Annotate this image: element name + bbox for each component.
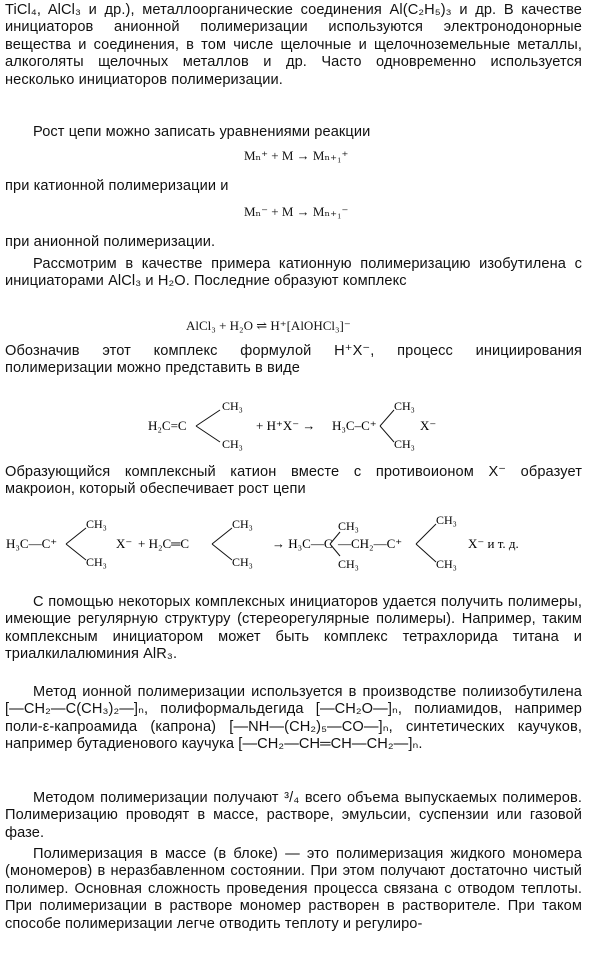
product-end: X⁻ и т. д.	[468, 536, 519, 551]
product-methyl-bottom: CH₃	[394, 437, 415, 451]
equation-anionic-growth: Mₙ⁻ + M → Mₙ₊₁⁻	[244, 204, 349, 219]
paragraph-chain-growth: Рост цепи можно записать уравнениями реакции	[33, 124, 371, 140]
equation-propagation	[4, 512, 588, 578]
initiation-plus: + H⁺X⁻ →	[256, 418, 316, 433]
monomer-methyl-top: CH₃	[232, 517, 253, 531]
paragraph-bulk-polymerization: Полимеризация в массе (в блоке) — это полимеризация жидкого мономера (мономеров) в неразбавленном состоянии. При этом получают достаточно чистый полимер. Основная сложность проведения процесса связана с отводом теплоты. При полимеризации в растворе мономер растворен в растворителе. При таком способе полимеризации легче отводить теплоту и регулиро-	[5, 846, 582, 932]
paragraph-isobutylene-example: Рассмотрим в качестве примера катионную полимеризацию изобутилена с инициаторами AlCl₃ и H₂O. Последние образуют комплекс	[5, 256, 582, 290]
product-middle: —CH₂—C⁺	[338, 536, 403, 551]
product-methyl-b: CH₃	[338, 557, 359, 571]
monomer-methyl-bottom: CH₃	[232, 555, 253, 569]
monomer-text: + H₂C═C	[138, 536, 190, 551]
paragraph-volume: Методом полимеризации получают ³/₄ всего объема выпускаемых полимеров. Полимеризацию проводят в массе, растворе, эмульсии, суспензии или газовой фазе.	[5, 790, 582, 841]
equation-cationic-growth: Mₙ⁺ + M → Mₙ₊₁⁺	[244, 148, 349, 163]
paragraph-stereoregular: С помощью некоторых комплексных инициаторов удается получить полимеры, имеющие регулярную структуру (стереорегулярные полимеры). Например, таким комплексным инициатором может быть комплекс тетрахлорида титана и триалкилалюминия AlR₃.	[5, 594, 582, 663]
paragraph-cationic: при катионной полимеризации и	[5, 178, 229, 194]
paragraph-initiators: TiCl₄, AlCl₃ и др.), металлоорганические соединения Al(C₂H₅)₃ и др. В качестве инициаторов анионной полимеризации используются электронодонорные вещества и соединения, в том числе щелочные и щелочноземельные металлы, алкоголяты щелочных металлов и др. Часто одновременно используется несколько инициаторов полимеризации.	[5, 2, 582, 88]
left-methyl-bottom: CH₃	[86, 555, 107, 569]
equation-complex-formation: AlCl₃ + H₂O ⇌ H⁺[AlOHCl₃]⁻	[186, 318, 351, 333]
equation-initiation	[140, 396, 450, 456]
paragraph-ionic-method: Метод ионной полимеризации используется в производстве полиизобутилена [—CH₂—C(CH₃)₂—]ₙ, полиформальдегида [—CH₂O—]ₙ, полиамидов, например поли-ε-капроамида (капрона) [—NH—(CH₂)₅—CO—]ₙ, синтетических каучуков, например бутадиенового каучука [—CH₂—CH═CH—CH₂—]ₙ.	[5, 684, 582, 753]
paragraph-anionic: при анионной полимеризации.	[5, 234, 216, 250]
left-cation: H₃C—C⁺	[6, 536, 58, 551]
paragraph-macroion: Образующийся комплексный катион вместе с противоионом X⁻ образует макроион, который обеспечивает рост цепи	[5, 464, 582, 498]
left-methyl-top: CH₃	[86, 517, 107, 531]
product-methyl-top: CH₃	[394, 399, 415, 413]
product-methyl-c: CH₃	[436, 513, 457, 527]
product-text: H₃C–C⁺	[332, 418, 377, 433]
product-methyl-d: CH₃	[436, 557, 457, 571]
methyl-top: CH₃	[222, 399, 243, 413]
left-counterion: X⁻	[116, 536, 133, 551]
reactant-text: H₂C=C	[148, 418, 187, 433]
paragraph-initiation: Обозначив этот комплекс формулой H⁺X⁻, процесс инициирования полимеризации можно представить в виде	[5, 343, 582, 377]
product-chain: → H₃C—C	[272, 536, 333, 551]
counterion: X⁻	[420, 418, 437, 433]
methyl-bottom: CH₃	[222, 437, 243, 451]
product-methyl-a: CH₃	[338, 519, 359, 533]
